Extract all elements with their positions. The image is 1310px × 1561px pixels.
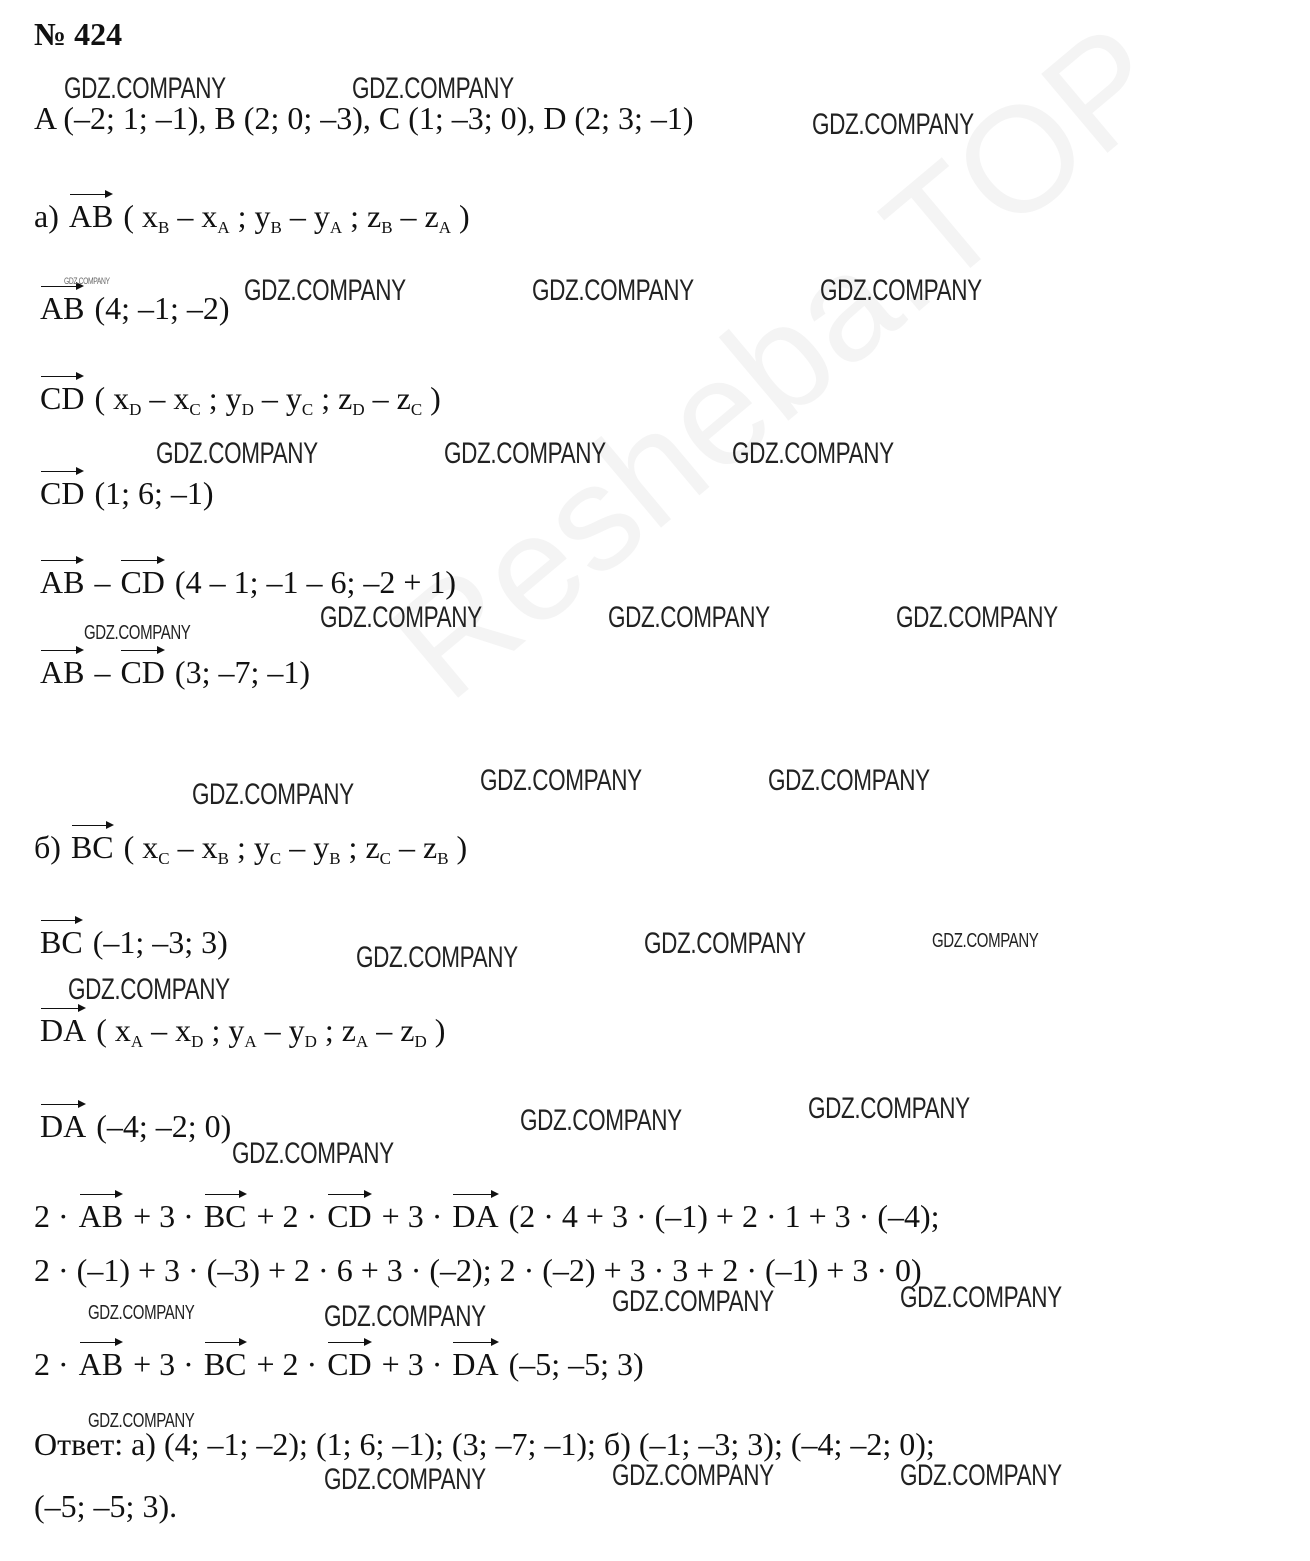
cd-result: (1; 6; –1) — [94, 475, 214, 511]
vector-ab: AB — [40, 556, 84, 602]
watermark: GDZ.COMPANY — [900, 1459, 1062, 1492]
watermark: GDZ.COMPANY — [444, 437, 606, 470]
watermark: GDZ.COMPANY — [612, 1459, 774, 1492]
watermark: GDZ.COMPANY — [808, 1092, 970, 1125]
watermark: GDZ.COMPANY — [608, 601, 770, 634]
sum-expr-line-1: 2 · AB + 3 · BC + 2 · CD + 3 · DA (2 · 4 + 3 · (–1) + 2 · 1 + 3 · (–4); — [34, 1190, 940, 1236]
sum-expr-1: (2 · 4 + 3 · (–1) + 2 · 1 + 3 · (–4); — [508, 1198, 940, 1234]
cd-result-line — [38, 467, 214, 513]
watermark: GDZ.COMPANY — [520, 1104, 682, 1137]
watermark: GDZ.COMPANY — [532, 274, 694, 307]
vector-da: DA — [452, 1190, 498, 1236]
sum-result: (–5; –5; 3) — [508, 1346, 644, 1382]
vector-bc: BC — [71, 821, 114, 867]
cd-formula: ( $x_D - x_C$ ; $y_D - y_C$ ; $z_D - z_C$ ) — [94, 380, 441, 419]
watermark: GDZ.COMPANY — [156, 437, 318, 470]
watermark: GDZ.COMPANY — [68, 973, 230, 1006]
answer-line-1: Ответ: а) (4; –1; –2); (1; 6; –1); (3; –7; –1); б) (–1; –3; 3); (–4; –2; 0); — [34, 1426, 935, 1462]
watermark: GDZ.COMPANY — [64, 72, 226, 105]
bc-formula: ( $x_C - x_B$ ; $y_C - y_B$ ; $z_C - z_B$ ) — [123, 829, 468, 868]
watermark: GDZ.COMPANY — [644, 927, 806, 960]
watermark: GDZ.COMPANY — [820, 274, 982, 307]
part-a-label: а) — [34, 198, 59, 234]
ab-formula: ( $x_B - x_A$ ; $y_B - y_A$ ; $z_B - z_A$ ) — [123, 198, 470, 237]
bc-formula-line — [34, 821, 467, 867]
points-line: A (–2; 1; –1), B (2; 0; –3), C (1; –3; 0), D (2; 3; –1) — [34, 100, 694, 136]
watermark: GDZ.COMPANY — [732, 437, 894, 470]
vector-cd: CD — [120, 646, 164, 692]
watermark: GDZ.COMPANY — [192, 778, 354, 811]
ab-result: (4; –1; –2) — [94, 290, 230, 326]
ab-result-line — [38, 282, 230, 328]
answer-line-2: (–5; –5; 3). — [34, 1488, 178, 1524]
watermark: GDZ.COMPANY — [896, 601, 1058, 634]
vector-bc: BC — [204, 1338, 247, 1384]
ab-formula-line — [34, 190, 470, 236]
vector-cd: CD — [40, 372, 84, 418]
vector-ab: AB — [40, 282, 84, 328]
sum-result-line: 2 · AB + 3 · BC + 2 · CD + 3 · DA (–5; –5; 3) — [34, 1338, 644, 1384]
watermark: GDZ.COMPANY — [480, 764, 642, 797]
cd-formula-line — [38, 372, 441, 418]
diff-result: (3; –7; –1) — [174, 654, 310, 690]
part-b-label: б) — [34, 829, 61, 865]
vector-da: DA — [40, 1100, 86, 1146]
vector-cd: CD — [327, 1190, 371, 1236]
watermark: GDZ.COMPANY — [812, 108, 974, 141]
watermark: GDZ.COMPANY — [244, 274, 406, 307]
vector-ab: AB — [69, 190, 113, 236]
problem-number: № 424 — [34, 16, 123, 52]
watermark: GDZ.COMPANY — [64, 276, 110, 286]
diff-expr-line: AB – CD (4 – 1; –1 – 6; –2 + 1) — [38, 556, 456, 602]
vector-cd: CD — [327, 1338, 371, 1384]
watermark: GDZ.COMPANY — [768, 764, 930, 797]
watermark: GDZ.COMPANY — [320, 601, 482, 634]
watermark: GDZ.COMPANY — [232, 1137, 394, 1170]
watermark: GDZ.COMPANY — [88, 1410, 195, 1432]
watermark: GDZ.COMPANY — [324, 1463, 486, 1496]
vector-da: DA — [40, 1004, 86, 1050]
watermark: GDZ.COMPANY — [900, 1281, 1062, 1314]
bc-result: (–1; –3; 3) — [92, 924, 228, 960]
diff-result-line: AB – CD (3; –7; –1) — [38, 646, 310, 692]
vector-ab: AB — [40, 646, 84, 692]
watermark: GDZ.COMPANY — [88, 1302, 195, 1324]
vector-bc: BC — [204, 1190, 247, 1236]
da-result-line — [38, 1100, 231, 1146]
da-result: (–4; –2; 0) — [96, 1108, 232, 1144]
vector-cd: CD — [120, 556, 164, 602]
da-formula-line — [38, 1004, 445, 1050]
vector-ab: AB — [79, 1190, 123, 1236]
vector-cd: CD — [40, 467, 84, 513]
watermark: GDZ.COMPANY — [356, 941, 518, 974]
watermark: GDZ.COMPANY — [352, 72, 514, 105]
watermark: GDZ.COMPANY — [84, 622, 191, 644]
watermark: GDZ.COMPANY — [324, 1300, 486, 1333]
vector-bc: BC — [40, 916, 83, 962]
diff-expr: (4 – 1; –1 – 6; –2 + 1) — [174, 564, 457, 600]
vector-da: DA — [452, 1338, 498, 1384]
watermark: GDZ.COMPANY — [932, 930, 1039, 952]
vector-ab: AB — [79, 1338, 123, 1384]
bc-result-line — [38, 916, 228, 962]
da-formula: ( $x_A - x_D$ ; $y_A - y_D$ ; $z_A - z_D$ ) — [96, 1012, 446, 1051]
sum-expr-line-2: 2 · (–1) + 3 · (–3) + 2 · 6 + 3 · (–2); 2 · (–2) + 3 · 3 + 2 · (–1) + 3 · 0) — [34, 1252, 922, 1288]
watermark: GDZ.COMPANY — [612, 1285, 774, 1318]
